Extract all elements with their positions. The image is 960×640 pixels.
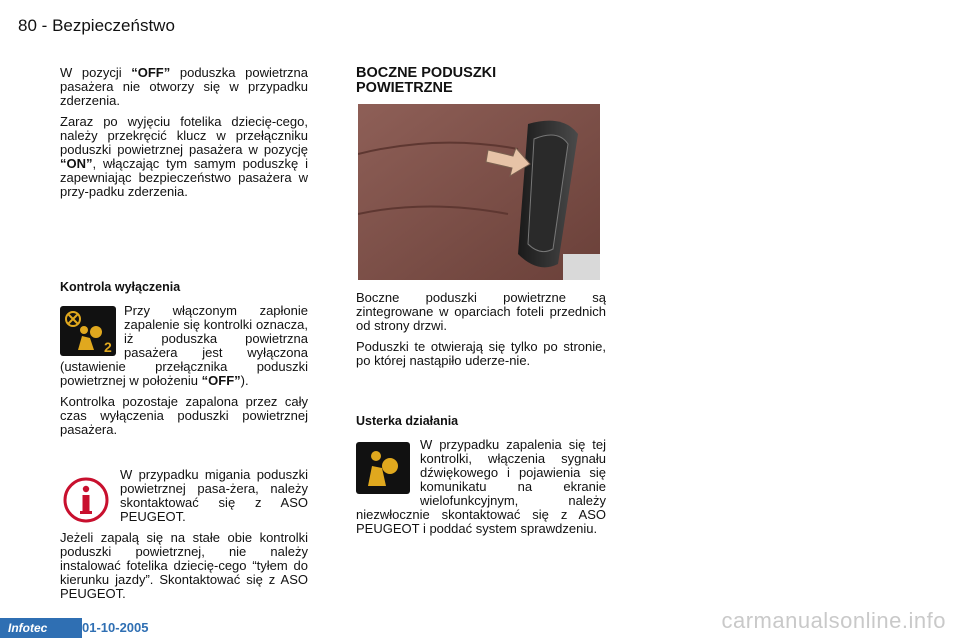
left-column [60,66,308,206]
text: Zaraz po wyjęciu fotelika dziecię-cego, należy przekręcić klucz w przełączniku poduszki powietrznej pasażera w pozycję [60,114,308,157]
side-airbag-title-line2: POWIETRZNE [356,80,453,96]
right-column-title [356,66,606,96]
header-separator: - [41,16,48,35]
left-column-kontrola [60,280,308,444]
on-label: “ON” [60,156,93,171]
off-label: “OFF” [131,65,171,80]
text: W pozycji [60,65,132,80]
airbag-off-warning-icon [60,306,116,356]
left-paragraph-5: W przypadku migania poduszki powietrznej pasa-żera, należy skontaktować się z ASO PEUGEOT. [120,467,308,524]
svg-text:2: 2 [104,339,112,355]
text: ). [240,373,249,388]
section-title: Bezpieczeństwo [52,16,175,35]
text: , włączając tym samym poduszkę i zapewniając bezpieczeństwo pasażera w przy-padku zderzenia. [60,156,308,199]
page-header [18,16,175,36]
off-label: “OFF” [201,373,241,388]
subhead-kontrola: Kontrola wyłączenia [60,280,181,294]
info-icon [62,476,110,524]
seat-photo [358,104,600,280]
text: W przypadku zapalenia się tej kontrolki, włączenia sygnału dźwiękowego i pojawienia się komunikatu na ekranie wielofunkcyjnym, należy niezwłocznie skontaktować się z ASO PEUGEOT i poddać system sprawdzeniu. [356,437,606,536]
left-paragraph-4: Kontrolka pozostaje zapalona przez cały czas wyłączenia poduszki powietrznej pasażera. [60,394,308,437]
left-paragraph-1 [60,66,308,108]
infotec-badge: Infotec [0,618,82,638]
watermark: carmanualsonline.info [721,608,946,633]
right-paragraph-2: Poduszki te otwierają się tylko po stronie, po której nastąpiło uderze-nie. [356,339,606,368]
page-number: 80 [18,16,37,35]
left-paragraph-2 [60,115,308,199]
text: poduszka powietrzna pasażera nie otworzy się w przypadku zderzenia. [60,65,308,108]
info-paragraph [120,468,308,531]
text: Przy włączonym zapłonie zapalenie się kontrolki oznacza, iż poduszka powietrzna pasażera jest wyłączona (ustawienie przełącznika poduszki powietrznej w położeniu [60,303,308,388]
right-column-body [356,291,606,375]
side-airbag-title-line1: BOCZNE PODUSZKI [356,65,497,81]
left-column-bottom [60,531,308,608]
footer-date: 01-10-2005 [82,620,149,635]
left-paragraph-6: Jeżeli zapalą się na stałe obie kontrolki poduszki powietrznej, nie należy instalować fotelika dziecię-cego “tyłem do kierunku jazdy”. Skontaktować się z ASO PEUGEOT. [60,530,308,601]
right-paragraph-1: Boczne poduszki powietrzne są zintegrowane w oparciach foteli przednich od strony drzwi. [356,290,606,333]
subhead-usterka: Usterka działania [356,414,459,428]
airbag-fault-warning-icon [356,442,410,494]
